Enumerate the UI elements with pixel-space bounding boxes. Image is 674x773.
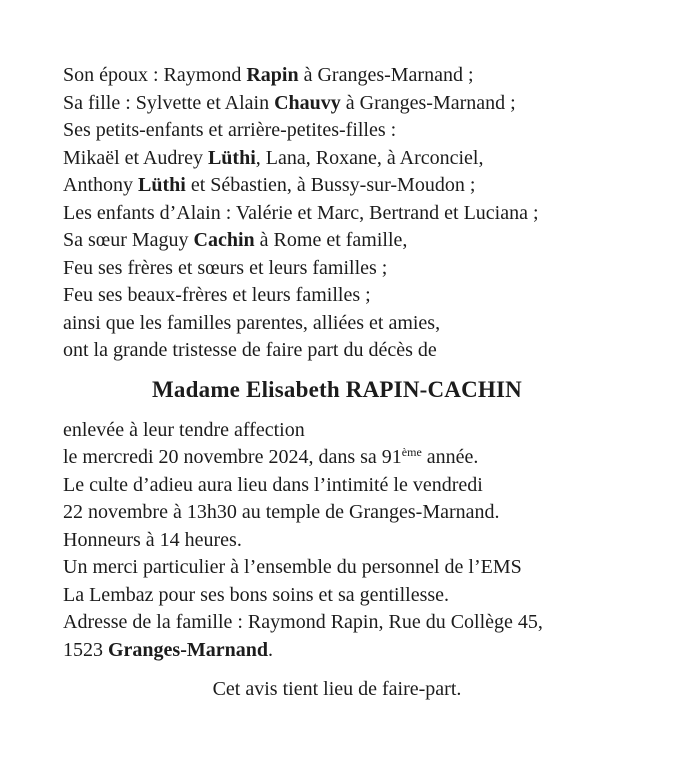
text-segment: Un merci particulier à l’ensemble du personnel de l’EMS bbox=[63, 556, 522, 578]
bold-text-segment: Chauvy bbox=[274, 91, 341, 114]
text-segment: Sa fille : Sylvette et Alain bbox=[63, 91, 275, 114]
text-segment: enlevée à leur tendre affection bbox=[63, 418, 305, 441]
text-line bbox=[63, 337, 611, 365]
bold-text-segment: Rapin bbox=[246, 64, 299, 86]
text-segment: Feu ses beaux-frères et leurs familles ; bbox=[63, 284, 371, 306]
text-segment: le mercredi 20 novembre 2024, dans sa 91 bbox=[63, 446, 402, 468]
text-segment: à Granges-Marnand ; bbox=[340, 91, 516, 114]
footer-note: Cet avis tient lieu de faire-part. bbox=[212, 678, 462, 700]
text-segment: Le culte d’adieu aura lieu dans l’intimité le vendredi bbox=[63, 473, 483, 496]
text-segment: 22 novembre à 13h30 au temple de Granges-Marnand. bbox=[63, 501, 500, 523]
text-line bbox=[63, 417, 611, 445]
text-segment: Feu ses frères et sœurs et leurs familles ; bbox=[63, 256, 388, 279]
text-line bbox=[63, 609, 611, 637]
text-line bbox=[63, 90, 611, 118]
family-relations-paragraph bbox=[63, 62, 611, 365]
text-line bbox=[63, 554, 611, 582]
text-line bbox=[63, 310, 611, 338]
text-line bbox=[63, 227, 611, 255]
text-segment: Son époux : Raymond bbox=[63, 64, 247, 86]
text-segment: Anthony bbox=[63, 174, 138, 196]
text-segment: Ses petits-enfants et arrière-petites-filles : bbox=[63, 119, 397, 141]
text-segment: à Granges-Marnand ; bbox=[298, 64, 474, 86]
text-segment: Adresse de la famille : Raymond Rapin, Rue du Collège 45, bbox=[63, 611, 543, 633]
text-line bbox=[63, 282, 611, 310]
text-segment: Honneurs à 14 heures. bbox=[63, 528, 242, 551]
text-line bbox=[63, 62, 611, 90]
text-segment: Les enfants d’Alain : Valérie et Marc, Bertrand et Luciana ; bbox=[63, 201, 539, 224]
bold-text-segment: Cachin bbox=[193, 229, 255, 251]
text-line bbox=[63, 117, 611, 145]
superscript-segment: ème bbox=[401, 445, 422, 459]
text-line bbox=[63, 582, 611, 610]
bold-text-segment: Lüthi bbox=[138, 174, 186, 196]
bold-text-segment: Lüthi bbox=[207, 146, 256, 169]
text-segment: , Lana, Roxane, à Arconciel, bbox=[255, 146, 484, 169]
text-segment: ont la grande tristesse de faire part du décès de bbox=[63, 339, 437, 361]
text-line bbox=[63, 527, 611, 555]
text-segment: année. bbox=[421, 446, 479, 468]
deceased-name-title: Madame Elisabeth RAPIN-CACHIN bbox=[152, 376, 522, 402]
text-segment: Sa sœur Maguy bbox=[63, 229, 194, 251]
text-line bbox=[63, 499, 611, 527]
bold-text-segment: Granges-Marnand bbox=[108, 638, 268, 661]
death-notice-document bbox=[63, 62, 611, 704]
text-line bbox=[63, 444, 611, 472]
text-line bbox=[63, 200, 611, 228]
text-line bbox=[63, 472, 611, 500]
text-line bbox=[63, 172, 611, 200]
text-segment: . bbox=[268, 638, 273, 661]
ceremony-details-paragraph bbox=[63, 417, 611, 665]
text-segment: 1523 bbox=[63, 638, 108, 661]
text-segment: La Lembaz pour ses bons soins et sa gentillesse. bbox=[63, 583, 450, 606]
text-segment: ainsi que les familles parentes, alliées et amies, bbox=[63, 311, 441, 334]
text-segment: Mikaël et Audrey bbox=[63, 146, 208, 169]
text-segment: à Rome et famille, bbox=[254, 229, 408, 251]
text-segment: et Sébastien, à Bussy-sur-Moudon ; bbox=[185, 174, 476, 196]
text-line bbox=[63, 145, 611, 173]
text-line bbox=[63, 637, 611, 665]
text-line bbox=[63, 255, 611, 283]
